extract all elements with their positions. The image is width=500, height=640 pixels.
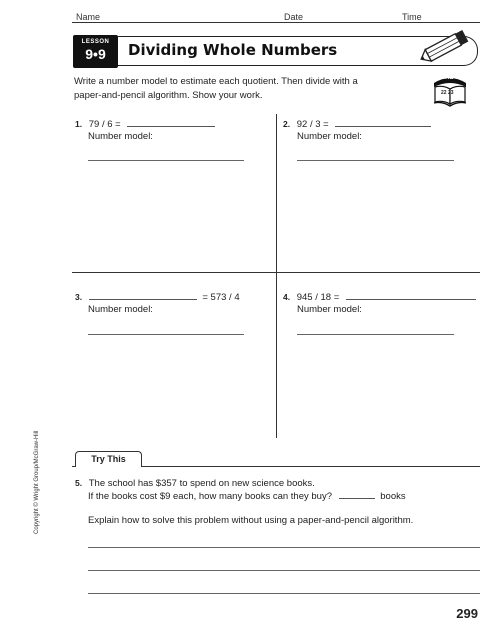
problem-5-line-2 (88, 490, 406, 503)
problem-3-number: 3. (75, 292, 83, 302)
srb-label: SRB (441, 75, 454, 81)
lesson-word: LESSON (81, 39, 110, 45)
problem-3-prompt: = 573 / 4 (202, 292, 240, 303)
explain-line-2[interactable] (88, 570, 480, 571)
problem-5-explain: Explain how to solve this problem without using a paper-and-pencil algorithm. (88, 515, 414, 526)
problem-1-number: 1. (75, 119, 83, 129)
try-this-tab (75, 451, 142, 467)
problem-4 (283, 291, 476, 304)
problem-2-model-line[interactable] (297, 160, 454, 161)
problem-2 (283, 118, 431, 131)
problem-4-number: 4. (283, 292, 291, 302)
problem-5-unit: books (380, 491, 406, 502)
problem-1-answer-blank[interactable] (127, 118, 215, 127)
date-label: Date (284, 12, 304, 22)
problem-3-model-label: Number model: (88, 304, 153, 315)
problem-2-answer-blank[interactable] (335, 118, 431, 127)
problem-3 (75, 291, 240, 304)
problem-5-text-1: The school has $357 to spend on new science books. (88, 478, 315, 489)
problem-1-model-line[interactable] (88, 160, 244, 161)
srb-pages: 22 23 (441, 90, 454, 96)
problem-4-prompt: 945 / 18 = (296, 292, 340, 303)
grid-vertical-divider (276, 114, 277, 438)
problem-1 (75, 118, 215, 131)
problem-2-prompt: 92 / 3 = (296, 119, 329, 130)
copyright-notice: Copyright © Wright Group/McGraw-Hill (34, 430, 40, 534)
instructions-line-1: Write a number model to estimate each quotient. Then divide with a (74, 76, 358, 87)
problem-5-answer-blank[interactable] (339, 490, 375, 499)
problem-4-model-line[interactable] (297, 334, 454, 335)
problem-3-answer-blank[interactable] (89, 291, 197, 300)
problem-5-line-1 (75, 477, 315, 490)
page-title: Dividing Whole Numbers (128, 41, 338, 59)
problem-3-model-line[interactable] (88, 334, 244, 335)
problem-5-number: 5. (75, 478, 83, 488)
page-number: 299 (456, 606, 478, 621)
lesson-number: 9•9 (85, 46, 106, 62)
grid-horizontal-divider (72, 272, 480, 273)
name-label: Name (76, 12, 101, 22)
problem-2-number: 2. (283, 119, 291, 129)
try-this-label: Try This (91, 454, 126, 464)
explain-line-1[interactable] (88, 547, 480, 548)
problem-2-model-label: Number model: (297, 131, 362, 142)
instructions-line-2: paper-and-pencil algorithm. Show your work. (74, 90, 263, 101)
problem-4-answer-blank[interactable] (346, 291, 476, 300)
problem-1-prompt: 79 / 6 = (88, 119, 121, 130)
problem-5-text-2: If the books cost $9 each, how many books can they buy? (88, 491, 332, 502)
time-label: Time (402, 12, 422, 22)
lesson-badge (73, 35, 118, 68)
problem-4-model-label: Number model: (297, 304, 362, 315)
header-rule (72, 22, 480, 23)
problem-1-model-label: Number model: (88, 131, 153, 142)
pencil-icon (418, 26, 476, 66)
explain-line-3[interactable] (88, 593, 480, 594)
